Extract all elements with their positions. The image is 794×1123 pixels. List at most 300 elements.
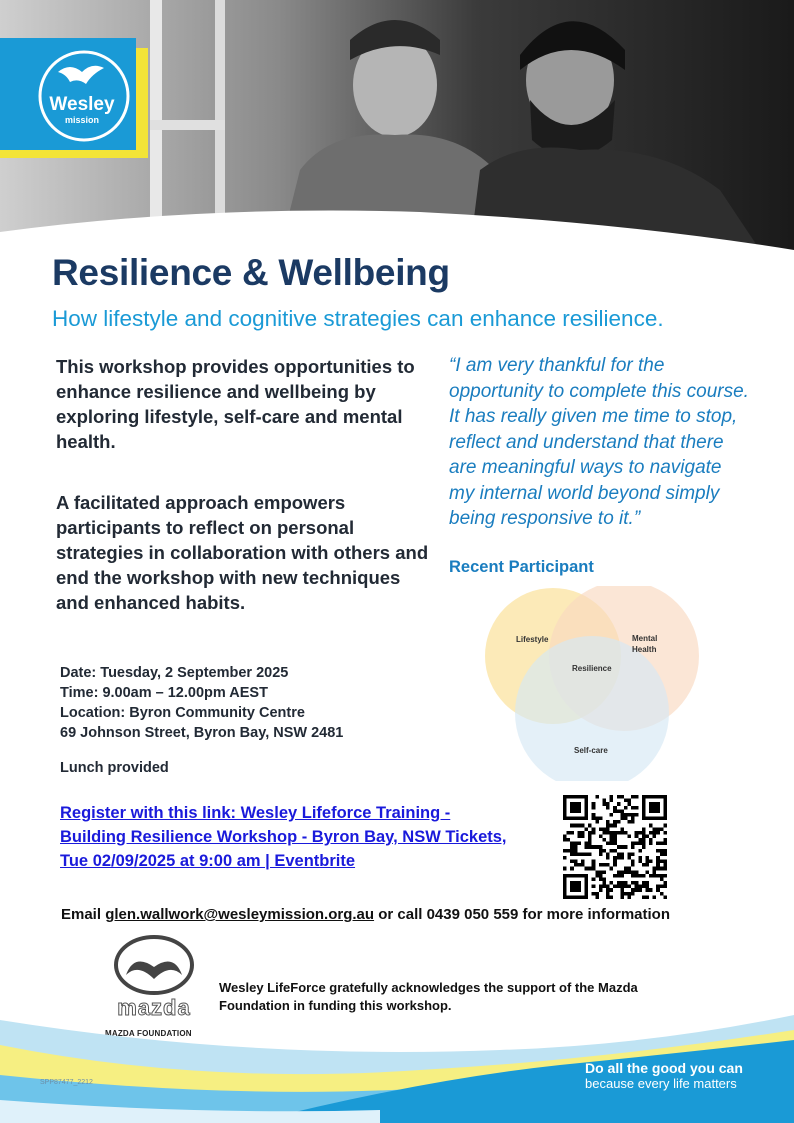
qr-module xyxy=(635,813,639,817)
qr-module xyxy=(592,867,596,871)
qr-module xyxy=(613,856,617,860)
qr-module xyxy=(663,867,667,871)
qr-module xyxy=(588,845,592,849)
qr-module xyxy=(638,888,642,892)
qr-module xyxy=(602,885,606,889)
testimonial-author: Recent Participant xyxy=(449,558,594,576)
qr-module xyxy=(613,860,617,864)
qr-module xyxy=(631,852,635,856)
qr-module xyxy=(653,895,657,899)
qr-module xyxy=(620,895,624,899)
qr-module xyxy=(631,863,635,867)
qr-module xyxy=(613,824,617,828)
qr-module xyxy=(606,824,610,828)
qr-module xyxy=(599,885,603,889)
qr-module xyxy=(631,806,635,810)
qr-module xyxy=(585,842,589,846)
qr-module xyxy=(599,863,603,867)
qr-module xyxy=(585,827,589,831)
qr-module xyxy=(581,863,585,867)
qr-module xyxy=(613,834,617,838)
venn-label-mental: Mental xyxy=(632,634,658,643)
qr-module xyxy=(610,867,614,871)
qr-module xyxy=(599,870,603,874)
qr-module xyxy=(602,849,606,853)
qr-module xyxy=(581,824,585,828)
qr-module xyxy=(635,885,639,889)
qr-module xyxy=(635,795,639,799)
qr-module xyxy=(602,881,606,885)
qr-module xyxy=(599,849,603,853)
qr-module xyxy=(628,870,632,874)
qr-module xyxy=(585,867,589,871)
contact-line xyxy=(61,906,670,923)
event-details xyxy=(60,663,343,743)
event-date: Date: Tuesday, 2 September 2025 xyxy=(60,665,289,681)
qr-module xyxy=(567,838,571,842)
qr-module xyxy=(606,863,610,867)
qr-module xyxy=(570,852,574,856)
qr-module xyxy=(617,831,621,835)
qr-module xyxy=(577,863,581,867)
qr-module xyxy=(592,831,596,835)
approach-paragraph: A facilitated approach empowers participants to reflect on personal strategies in collaboration with others and end the workshop with new techniques and enhanced habits. xyxy=(56,492,429,613)
qr-module xyxy=(613,838,617,842)
qr-module xyxy=(645,885,649,889)
qr-module xyxy=(588,834,592,838)
qr-module xyxy=(642,895,646,899)
venn-label-health: Health xyxy=(632,645,657,654)
qr-module xyxy=(606,806,610,810)
qr-module xyxy=(628,856,632,860)
qr-module xyxy=(617,820,621,824)
qr-module xyxy=(592,845,596,849)
qr-module xyxy=(660,852,664,856)
qr-module xyxy=(631,817,635,821)
qr-module xyxy=(574,860,578,864)
qr-module xyxy=(610,824,614,828)
qr-module xyxy=(570,824,574,828)
qr-module xyxy=(620,874,624,878)
qr-module xyxy=(606,885,610,889)
qr-module xyxy=(595,845,599,849)
qr-module xyxy=(663,885,667,889)
qr-module xyxy=(610,799,614,803)
qr-module xyxy=(663,849,667,853)
qr-module xyxy=(613,842,617,846)
qr-module xyxy=(574,824,578,828)
qr-module xyxy=(649,860,653,864)
qr-module xyxy=(663,838,667,842)
lunch-note: Lunch provided xyxy=(60,760,169,776)
qr-module xyxy=(617,874,621,878)
qr-module xyxy=(638,885,642,889)
qr-module xyxy=(592,860,596,864)
qr-module xyxy=(613,863,617,867)
qr-module xyxy=(628,834,632,838)
qr-module xyxy=(642,831,646,835)
qr-module xyxy=(599,888,603,892)
qr-module xyxy=(613,806,617,810)
qr-module xyxy=(642,842,646,846)
qr-module xyxy=(602,827,606,831)
qr-module xyxy=(613,820,617,824)
qr-module xyxy=(581,860,585,864)
qr-module xyxy=(642,881,646,885)
qr-module xyxy=(653,827,657,831)
qr-module xyxy=(624,867,628,871)
qr-module xyxy=(656,885,660,889)
svg-text:mazda: mazda xyxy=(117,995,191,1020)
qr-module xyxy=(656,831,660,835)
qr-module xyxy=(649,888,653,892)
qr-module xyxy=(638,838,642,842)
contact-prefix: Email xyxy=(61,906,106,923)
qr-finder xyxy=(570,802,581,813)
tagline-main: Do all the good you can xyxy=(585,1060,743,1076)
qr-module xyxy=(656,860,660,864)
qr-module xyxy=(570,831,574,835)
tagline-sub: because every life matters xyxy=(585,1076,737,1091)
event-location: Location: Byron Community Centre xyxy=(60,705,305,721)
qr-module xyxy=(631,870,635,874)
qr-module xyxy=(602,863,606,867)
qr-module xyxy=(628,895,632,899)
qr-module xyxy=(570,842,574,846)
qr-module xyxy=(585,845,589,849)
qr-module xyxy=(656,867,660,871)
qr-module xyxy=(595,892,599,896)
contact-suffix: or call 0439 050 559 for more information xyxy=(374,906,671,923)
qr-module xyxy=(653,834,657,838)
qr-module xyxy=(610,813,614,817)
qr-module xyxy=(635,881,639,885)
qr-module xyxy=(606,888,610,892)
qr-module xyxy=(577,824,581,828)
qr-module xyxy=(592,863,596,867)
qr-module xyxy=(613,885,617,889)
register-link[interactable]: Register with this link: Wesley Lifeforce Training - Building Resilience Workshop - Byron Bay, NSW Tickets, Tue 02/09/2025 at 9:00 am | Eventbrite xyxy=(60,804,507,870)
qr-module xyxy=(645,881,649,885)
qr-module xyxy=(620,892,624,896)
qr-module xyxy=(592,877,596,881)
qr-module xyxy=(620,881,624,885)
qr-module xyxy=(592,813,596,817)
qr-module xyxy=(660,827,664,831)
qr-module xyxy=(660,842,664,846)
qr-module xyxy=(620,831,624,835)
qr-module xyxy=(645,856,649,860)
qr-module xyxy=(645,870,649,874)
qr-module xyxy=(631,820,635,824)
qr-module xyxy=(610,842,614,846)
qr-module xyxy=(660,877,664,881)
qr-module xyxy=(606,831,610,835)
qr-module xyxy=(606,895,610,899)
qr-module xyxy=(599,845,603,849)
qr-module xyxy=(602,799,606,803)
qr-module xyxy=(649,874,653,878)
qr-module xyxy=(617,885,621,889)
qr-module xyxy=(656,849,660,853)
qr-module xyxy=(599,827,603,831)
qr-module xyxy=(588,838,592,842)
qr-code xyxy=(563,795,667,904)
qr-module xyxy=(592,827,596,831)
qr-module xyxy=(649,838,653,842)
qr-module xyxy=(606,820,610,824)
qr-module xyxy=(599,834,603,838)
qr-module xyxy=(581,834,585,838)
qr-module xyxy=(617,852,621,856)
qr-module xyxy=(631,845,635,849)
qr-module xyxy=(638,831,642,835)
qr-module xyxy=(653,874,657,878)
qr-module xyxy=(610,838,614,842)
qr-module xyxy=(599,874,603,878)
qr-module xyxy=(595,870,599,874)
qr-module xyxy=(628,799,632,803)
qr-module xyxy=(660,860,664,864)
qr-module xyxy=(617,795,621,799)
qr-module xyxy=(602,838,606,842)
qr-module xyxy=(602,870,606,874)
venn-label-lifestyle: Lifestyle xyxy=(516,635,549,644)
qr-module xyxy=(617,809,621,813)
qr-module xyxy=(606,852,610,856)
qr-module xyxy=(663,881,667,885)
qr-module xyxy=(610,881,614,885)
reference-code: SPP87477_2212 xyxy=(40,1079,93,1086)
qr-module xyxy=(563,849,567,853)
qr-module xyxy=(602,802,606,806)
qr-module xyxy=(635,870,639,874)
qr-module xyxy=(624,845,628,849)
qr-module xyxy=(620,852,624,856)
qr-module xyxy=(663,860,667,864)
qr-module xyxy=(631,860,635,864)
sponsor-acknowledgement: Wesley LifeForce gratefully acknowledges the support of the Mazda Foundation in funding this workshop. xyxy=(219,980,638,1013)
qr-module xyxy=(588,842,592,846)
qr-module xyxy=(599,877,603,881)
qr-finder xyxy=(649,802,660,813)
qr-module xyxy=(624,799,628,803)
qr-module xyxy=(660,885,664,889)
qr-module xyxy=(592,806,596,810)
mazda-foundation-label: MAZDA FOUNDATION xyxy=(105,1029,192,1038)
qr-module xyxy=(574,849,578,853)
qr-module xyxy=(645,895,649,899)
qr-module xyxy=(628,885,632,889)
qr-module xyxy=(563,838,567,842)
qr-module xyxy=(628,867,632,871)
qr-module xyxy=(663,895,667,899)
qr-module xyxy=(595,820,599,824)
qr-module xyxy=(570,867,574,871)
qr-module xyxy=(642,827,646,831)
venn-label-resilience: Resilience xyxy=(572,664,612,673)
qr-module xyxy=(613,809,617,813)
qr-module xyxy=(638,874,642,878)
qr-module xyxy=(577,831,581,835)
qr-module xyxy=(620,885,624,889)
qr-module xyxy=(624,806,628,810)
qr-module xyxy=(620,813,624,817)
svg-text:mission: mission xyxy=(64,115,100,125)
qr-module xyxy=(642,834,646,838)
qr-module xyxy=(656,827,660,831)
qr-module xyxy=(649,842,653,846)
qr-module xyxy=(642,885,646,889)
qr-module xyxy=(624,831,628,835)
qr-module xyxy=(628,820,632,824)
qr-module xyxy=(631,795,635,799)
qr-module xyxy=(638,842,642,846)
qr-module xyxy=(581,852,585,856)
qr-module xyxy=(606,842,610,846)
qr-module xyxy=(624,870,628,874)
qr-module xyxy=(645,860,649,864)
qr-module xyxy=(649,831,653,835)
qr-module xyxy=(574,852,578,856)
qr-module xyxy=(610,895,614,899)
qr-module xyxy=(663,863,667,867)
qr-module xyxy=(567,831,571,835)
qr-module xyxy=(585,852,589,856)
qr-module xyxy=(660,867,664,871)
qr-module xyxy=(620,888,624,892)
qr-module xyxy=(563,834,567,838)
qr-module xyxy=(638,860,642,864)
qr-module xyxy=(642,863,646,867)
qr-finder xyxy=(570,881,581,892)
qr-module xyxy=(581,831,585,835)
qr-module xyxy=(574,842,578,846)
qr-module xyxy=(653,870,657,874)
qr-module xyxy=(628,802,632,806)
qr-module xyxy=(635,874,639,878)
qr-module xyxy=(631,813,635,817)
qr-module xyxy=(599,852,603,856)
event-address: 69 Johnson Street, Byron Bay, NSW 2481 xyxy=(60,725,344,741)
qr-module xyxy=(653,867,657,871)
qr-module xyxy=(617,881,621,885)
qr-module xyxy=(638,856,642,860)
page-title: Resilience & Wellbeing xyxy=(52,252,450,293)
qr-module xyxy=(645,888,649,892)
qr-module xyxy=(599,817,603,821)
qr-module xyxy=(613,874,617,878)
qr-module xyxy=(635,806,639,810)
page-subtitle: How lifestyle and cognitive strategies can enhance resilience. xyxy=(52,306,664,331)
qr-module xyxy=(645,834,649,838)
qr-module xyxy=(624,885,628,889)
qr-module xyxy=(642,874,646,878)
qr-module xyxy=(638,849,642,853)
qr-module xyxy=(606,827,610,831)
qr-module xyxy=(649,824,653,828)
qr-module xyxy=(592,817,596,821)
footer-waves xyxy=(0,990,794,1123)
qr-module xyxy=(620,817,624,821)
qr-module xyxy=(570,860,574,864)
qr-module xyxy=(610,849,614,853)
qr-module xyxy=(577,834,581,838)
qr-module xyxy=(631,892,635,896)
qr-module xyxy=(577,852,581,856)
qr-module xyxy=(606,802,610,806)
qr-module xyxy=(620,845,624,849)
qr-module xyxy=(563,867,567,871)
qr-module xyxy=(574,845,578,849)
venn-diagram xyxy=(478,586,708,786)
contact-email-link[interactable]: glen.wallwork@wesleymission.org.au xyxy=(105,906,375,923)
qr-module xyxy=(635,888,639,892)
qr-module xyxy=(610,834,614,838)
qr-module xyxy=(620,870,624,874)
qr-module xyxy=(660,892,664,896)
qr-module xyxy=(567,849,571,853)
qr-module xyxy=(624,817,628,821)
qr-module xyxy=(631,888,635,892)
qr-module xyxy=(656,888,660,892)
qr-module xyxy=(620,856,624,860)
qr-module xyxy=(606,856,610,860)
qr-module xyxy=(602,877,606,881)
qr-module xyxy=(592,892,596,896)
svg-text:Wesley: Wesley xyxy=(49,94,115,115)
qr-module xyxy=(588,852,592,856)
qr-module xyxy=(656,842,660,846)
qr-module xyxy=(595,874,599,878)
venn-label-self-care: Self-care xyxy=(574,746,608,755)
qr-module xyxy=(660,849,664,853)
qr-module xyxy=(663,824,667,828)
qr-module xyxy=(570,849,574,853)
event-time: Time: 9.00am – 12.00pm AEST xyxy=(60,685,268,701)
qr-module xyxy=(620,809,624,813)
qr-module xyxy=(610,795,614,799)
qr-module xyxy=(592,885,596,889)
qr-module xyxy=(613,849,617,853)
wesley-mission-logo xyxy=(0,38,150,158)
qr-module xyxy=(613,831,617,835)
qr-module xyxy=(588,831,592,835)
qr-module xyxy=(595,895,599,899)
qr-module xyxy=(617,856,621,860)
intro-paragraph: This workshop provides opportunities to enhance resilience and wellbeing by exploring lifestyle, self-care and mental health. xyxy=(56,356,415,452)
qr-module xyxy=(635,842,639,846)
testimonial-quote: “I am very thankful for the opportunity to complete this course. It has really given me time to stop, reflect and understand that there are meaningful ways to navigate my internal world beyond simply being responsive to it.” xyxy=(449,355,749,529)
qr-module xyxy=(588,824,592,828)
qr-module xyxy=(570,845,574,849)
qr-module xyxy=(574,863,578,867)
qr-module xyxy=(606,892,610,896)
qr-module xyxy=(663,831,667,835)
qr-module xyxy=(656,863,660,867)
qr-module xyxy=(631,881,635,885)
qr-module xyxy=(663,874,667,878)
qr-module xyxy=(663,852,667,856)
qr-module xyxy=(635,834,639,838)
qr-module xyxy=(620,795,624,799)
qr-module xyxy=(653,831,657,835)
qr-module xyxy=(656,856,660,860)
qr-module xyxy=(588,867,592,871)
qr-module xyxy=(617,802,621,806)
qr-module xyxy=(628,852,632,856)
qr-module xyxy=(645,863,649,867)
